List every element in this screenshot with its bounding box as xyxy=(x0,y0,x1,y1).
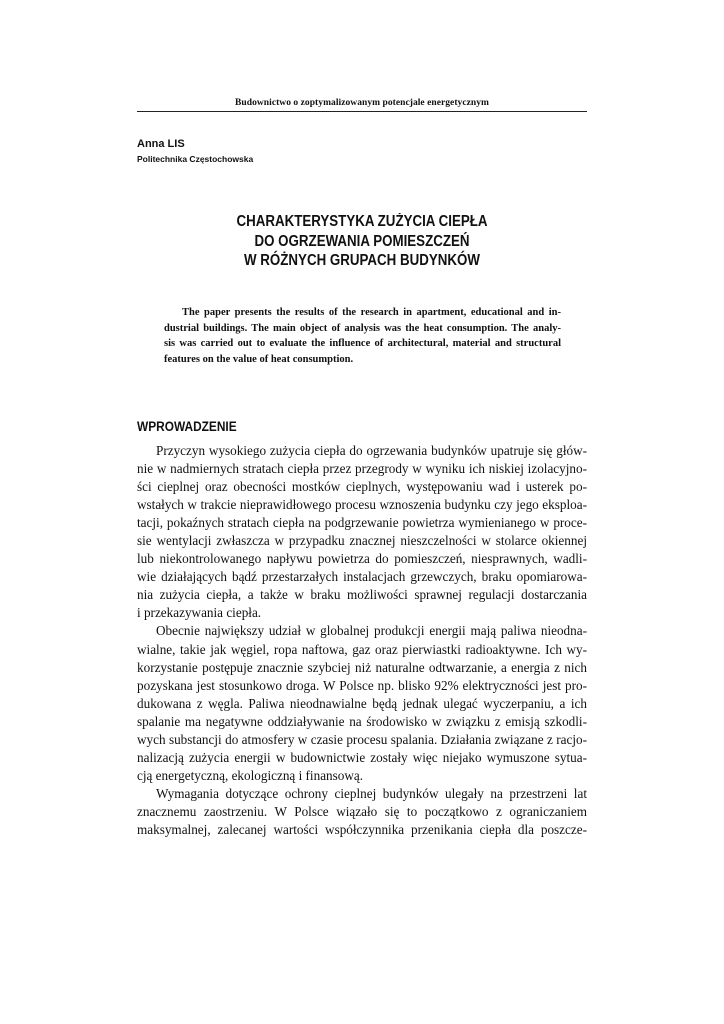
body-line: nalizacją zużycia energii w budownictwie zostały więc niejako wymuszone sytua- xyxy=(137,749,587,765)
header-rule xyxy=(137,111,587,112)
section-heading: WPROWADZENIE xyxy=(137,419,237,434)
abstract-line: features on the value of heat consumption. xyxy=(164,353,354,365)
body-line: wialne, takie jak węgiel, ropa naftowa, gaz oraz pierwiastki radioaktywne. Ich wy- xyxy=(137,641,587,657)
author-name: Anna LIS xyxy=(137,138,185,150)
title-line: DO OGRZEWANIA POMIESZCZEŃ xyxy=(254,232,470,250)
author-affiliation: Politechnika Częstochowska xyxy=(137,154,254,164)
body-line: Obecnie największy udział w globalnej produkcji energii mają paliwa nieodna- xyxy=(156,623,587,639)
body-line: wstałych w trakcie nieprawidłowego procesu wznoszenia budynku czy jego eksploa- xyxy=(137,497,587,513)
body-line: nia zużycia ciepła, a także w braku możliwości sprawnej regulacji dostarczania xyxy=(137,587,587,603)
paper-title xyxy=(169,212,556,271)
body-line: maksymalnej, zalecanej wartości współczynnika przenikania ciepła dla poszcze- xyxy=(137,821,587,837)
body-line: wie działających bądź przestarzałych instalacjach grzewczych, braku opomiarowa- xyxy=(137,569,587,585)
body-line: i przekazywania ciepła. xyxy=(137,605,262,621)
body-line: tacji, pokaźnych stratach ciepła na podgrzewanie powietrza wymienianego w proce- xyxy=(137,515,587,531)
body-line: dukowana z węgla. Paliwa nieodnawialne będą jednak ulegać wyczerpaniu, a ich xyxy=(137,695,587,711)
abstract xyxy=(164,305,561,367)
title-line: W RÓŻNYCH GRUPACH BUDYNKÓW xyxy=(244,252,480,269)
body-line: wych substancji do atmosfery w czasie procesu spalania. Działania związane z racjo- xyxy=(137,731,587,747)
body-line: lub niekontrolowanego napływu powietrza do pomieszczeń, niesprawnych, wadli- xyxy=(137,551,587,567)
running-head: Budownictwo o zoptymalizowanym potencjale energetycznym xyxy=(235,98,489,108)
body-text xyxy=(137,442,587,839)
body-line: nie w nadmiernych stratach ciepła przez przegrody w wyniku ich niskiej izolacyjno- xyxy=(137,461,587,477)
abstract-line: dustrial buildings. The main object of analysis was the heat consumption. The analy- xyxy=(164,322,561,334)
body-line: sie wentylacji zwłaszcza w przypadku znacznej nieszczelności w stolarce okiennej xyxy=(137,533,587,549)
body-line: Wymagania dotyczące ochrony cieplnej budynków ulegały na przestrzeni lat xyxy=(156,785,587,801)
body-line: ści cieplnej oraz obecności mostków cieplnych, występowaniu wad i usterek po- xyxy=(137,479,587,495)
body-line: Przyczyn wysokiego zużycia ciepła do ogrzewania budynków upatruje się głów- xyxy=(156,443,587,458)
body-line: znacznemu zaostrzeniu. W Polsce wiązało się to początkowo z ograniczaniem xyxy=(137,803,587,819)
abstract-line: sis was carried out to evaluate the influence of architectural, material and structural xyxy=(164,338,561,349)
abstract-line: The paper presents the results of the research in apartment, educational and in- xyxy=(182,307,561,318)
body-line: pozyskana jest stosunkowo droga. W Polsce np. blisko 92% elektryczności jest pro- xyxy=(137,677,587,693)
body-line: spalanie ma negatywne oddziaływanie na środowisko w związku z emisją szkodli- xyxy=(137,713,587,729)
title-line: CHARAKTERYSTYKA ZUŻYCIA CIEPŁA xyxy=(236,213,488,230)
body-line: korzystanie postępuje znacznie szybciej niż naturalne odtwarzanie, a energia z nich xyxy=(137,659,587,675)
body-line: cją energetyczną, ekologiczną i finansową. xyxy=(137,767,364,783)
